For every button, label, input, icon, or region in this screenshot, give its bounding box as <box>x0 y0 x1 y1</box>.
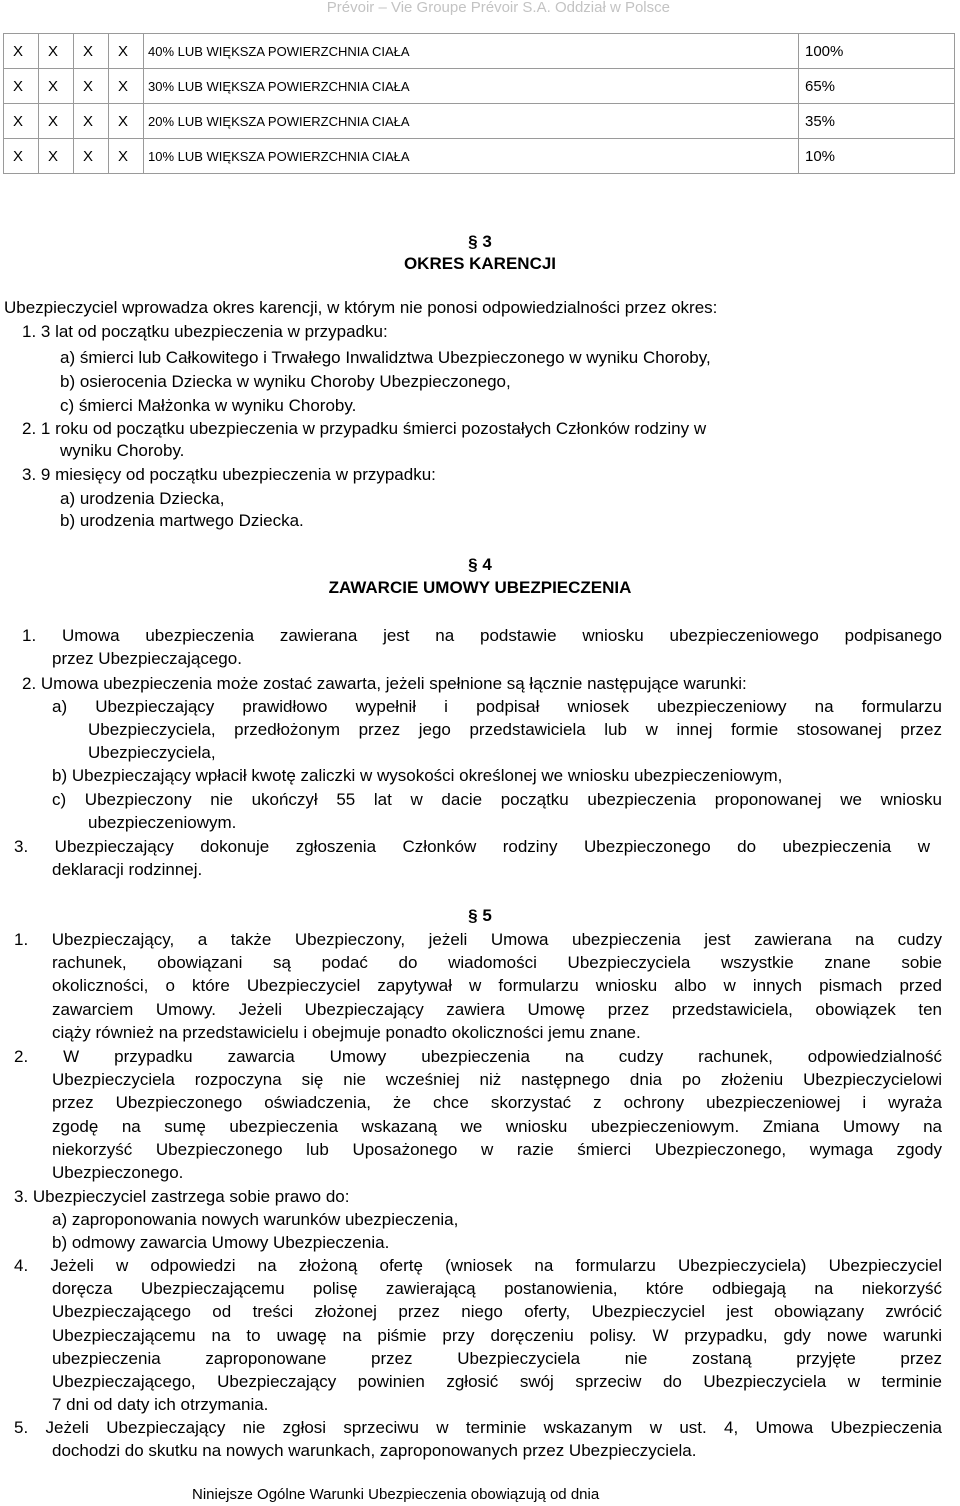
mark-cell: X <box>39 139 74 174</box>
s5-p3-line: b) odmowy zawarcia Umowy Ubezpieczenia. <box>52 1233 390 1253</box>
s4-item-2b: b) Ubezpieczający wpłacił kwotę zaliczki w wysokości określonej we wniosku ubezpieczeniowym, <box>52 766 783 785</box>
mark-cell: X <box>109 34 144 69</box>
s3-item-3a: a) urodzenia Dziecka, <box>60 489 225 508</box>
s3-item-2: 2. 1 roku od początku ubezpieczenia w przypadku śmierci pozostałych Członków rodziny w <box>22 419 707 438</box>
page-header <box>0 0 960 20</box>
table-row <box>4 34 955 69</box>
s4-item-2: 2. Umowa ubezpieczenia może zostać zawarta, jeżeli spełnione są łącznie następujące warunki: <box>22 674 747 693</box>
mark-cell: X <box>74 34 109 69</box>
section-3-number: § 3 <box>468 232 492 251</box>
s5-p4-line: doręcza Ubezpieczającemu polisę zawierającą postanowienia, które odbiegają na niekorzyść <box>52 1279 942 1299</box>
s3-item-1c: c) śmierci Małżonka w wyniku Choroby. <box>60 396 357 415</box>
page-footer: Niniejsze Ogólne Warunki Ubezpieczenia obowiązują od dnia <box>192 1486 600 1503</box>
s4-item-2c: c) Ubezpieczony nie ukończył 55 lat w dacie początku ubezpieczenia proponowanej we wniosku <box>52 790 942 809</box>
mark-cell: X <box>109 104 144 139</box>
description-cell: 10% LUB WIĘKSZA POWIERZCHNIA CIAŁA <box>144 139 799 174</box>
table-row <box>4 104 955 139</box>
s3-item-1: 1. 3 lat od początku ubezpieczenia w przypadku: <box>22 322 388 341</box>
s5-p2-line: przez Ubezpieczonego oświadczenia, że chce skorzystać z ochrony ubezpieczeniowej i wyraża <box>52 1093 942 1113</box>
s3-item-3: 3. 9 miesięcy od początku ubezpieczenia w przypadku: <box>22 465 436 484</box>
s5-p1-line: 1. Ubezpieczający, a także Ubezpieczony, jeżeli Umowa ubezpieczenia jest zawierana na cudzy <box>14 930 942 949</box>
description-cell: 40% LUB WIĘKSZA POWIERZCHNIA CIAŁA <box>144 34 799 69</box>
s3-item-1b: b) osierocenia Dziecka w wyniku Choroby Ubezpieczonego, <box>60 372 511 391</box>
s5-p5-line: dochodzi do skutku na nowych warunkach, zaproponowanych przez Ubezpieczyciela. <box>52 1441 697 1461</box>
s5-p4-line: Ubezpieczającego, Ubezpieczający powinien zgłosić swój sprzeciw do Ubezpieczyciela w terminie <box>52 1372 942 1391</box>
s5-p4-line: Ubezpieczającemu na to uwagę na piśmie przy doręczeniu polisy. W przypadku, gdy nowe warunki <box>52 1325 942 1345</box>
s5-p2-line: Ubezpieczyciela rozpoczyna się nie wcześniej niż następnego dnia po złożeniu Ubezpieczycielowi <box>52 1070 942 1090</box>
s5-p1-line: okoliczności, o które Ubezpieczyciel zapytywał w formularzu wniosku albo w innych pismach przed <box>52 976 942 996</box>
s5-p1-line: zawarciem Umowy. Jeżeli Ubezpieczający zawiera Umowę przez przedstawiciela, obowiązek ten <box>52 999 942 1019</box>
percent-cell: 100% <box>799 34 955 69</box>
s5-p1-line: ciąży również na przedstawicielu i obejmuje ponadto okoliczności jemu znane. <box>52 1022 641 1042</box>
s5-p2-line: niekorzyść Ubezpieczonego lub Uposażonego w razie śmierci Ubezpieczonego, wymaga zgody <box>52 1139 942 1159</box>
s5-p1-line: rachunek, obowiązani są podać do wiadomości Ubezpieczyciela wszystkie znane sobie <box>52 953 942 973</box>
s3-item-3b: b) urodzenia martwego Dziecka. <box>60 511 304 530</box>
table-row <box>4 139 955 174</box>
mark-cell: X <box>74 104 109 139</box>
s4-item-3-cont: deklaracji rodzinnej. <box>52 860 203 879</box>
s5-p4-line: ubezpieczenia zaproponowane przez Ubezpieczyciela nie zostaną przyjęte przez <box>52 1348 942 1368</box>
s4-item-2a-cont2: Ubezpieczyciela, <box>88 743 216 762</box>
section-4-number: § 4 <box>468 555 492 574</box>
percent-cell: 35% <box>799 104 955 139</box>
s4-item-2a-cont1: Ubezpieczyciela, przedłożonym przez jego przedstawiciela lub w innej formie stosowanej przez <box>88 720 942 739</box>
header-text: Prévoir – Vie Groupe Prévoir S.A. Oddział w Polsce <box>326 0 670 16</box>
s5-p2-line: zgodę na sumę ubezpieczenia wskazaną we wniosku ubezpieczeniowym. Zmiana Umowy na <box>52 1116 942 1136</box>
section-5-number: § 5 <box>468 906 492 925</box>
mark-cell: X <box>109 139 144 174</box>
s4-item-2c-cont: ubezpieczeniowym. <box>88 813 237 832</box>
mark-cell: X <box>4 139 39 174</box>
s3-item-2-cont: wyniku Choroby. <box>60 441 185 460</box>
mark-cell: X <box>4 104 39 139</box>
section-3-title: OKRES KARENCJI <box>403 254 557 273</box>
mark-cell: X <box>74 69 109 104</box>
description-cell: 20% LUB WIĘKSZA POWIERZCHNIA CIAŁA <box>144 104 799 139</box>
s3-item-1a: a) śmierci lub Całkowitego i Trwałego Inwalidztwa Ubezpieczonego w wyniku Choroby, <box>60 348 711 367</box>
s5-p3-line: a) zaproponowania nowych warunków ubezpieczenia, <box>52 1210 459 1230</box>
s5-p2-line: Ubezpieczonego. <box>52 1163 184 1182</box>
burn-coverage-table <box>3 33 955 174</box>
mark-cell: X <box>4 69 39 104</box>
s5-p5-line: 5. Jeżeli Ubezpieczający nie zgłosi sprzeciwu w terminie wskazanym w ust. 4, Umowa Ubezpieczenia <box>14 1418 942 1437</box>
percent-cell: 65% <box>799 69 955 104</box>
mark-cell: X <box>39 104 74 139</box>
mark-cell: X <box>74 139 109 174</box>
mark-cell: X <box>109 69 144 104</box>
description-cell: 30% LUB WIĘKSZA POWIERZCHNIA CIAŁA <box>144 69 799 104</box>
s5-p4-line: 4. Jeżeli w odpowiedzi na złożoną ofertę (wniosek na formularzu Ubezpieczyciela) Ubezpieczyciel <box>14 1256 942 1275</box>
table-row <box>4 69 955 104</box>
s5-p2-line: 2. W przypadku zawarcia Umowy ubezpieczenia na cudzy rachunek, odpowiedzialność <box>14 1047 942 1066</box>
section-4-title: ZAWARCIE UMOWY UBEZPIECZENIA <box>328 578 632 597</box>
s4-item-3: 3. Ubezpieczający dokonuje zgłoszenia Członków rodziny Ubezpieczonego do ubezpieczenia w <box>14 837 930 856</box>
s4-item-2a: a) Ubezpieczający prawidłowo wypełnił i podpisał wniosek ubezpieczeniowy na formularzu <box>52 697 942 716</box>
s4-item-1-cont: przez Ubezpieczającego. <box>52 649 242 668</box>
s5-p3-line: 3. Ubezpieczyciel zastrzega sobie prawo do: <box>14 1187 350 1206</box>
s5-p4-line: Ubezpieczającego od treści złożonej przez niego oferty, Ubezpieczyciel jest obowiązany zwrócić <box>52 1302 942 1322</box>
mark-cell: X <box>39 34 74 69</box>
mark-cell: X <box>4 34 39 69</box>
s4-item-1: 1. Umowa ubezpieczenia zawierana jest na podstawie wniosku ubezpieczeniowego podpisanego <box>22 626 942 645</box>
s5-p4-line: 7 dni od daty ich otrzymania. <box>52 1395 269 1415</box>
mark-cell: X <box>39 69 74 104</box>
percent-cell: 10% <box>799 139 955 174</box>
section-3-intro: Ubezpieczyciel wprowadza okres karencji, w którym nie ponosi odpowiedzialności przez okres: <box>4 298 718 317</box>
